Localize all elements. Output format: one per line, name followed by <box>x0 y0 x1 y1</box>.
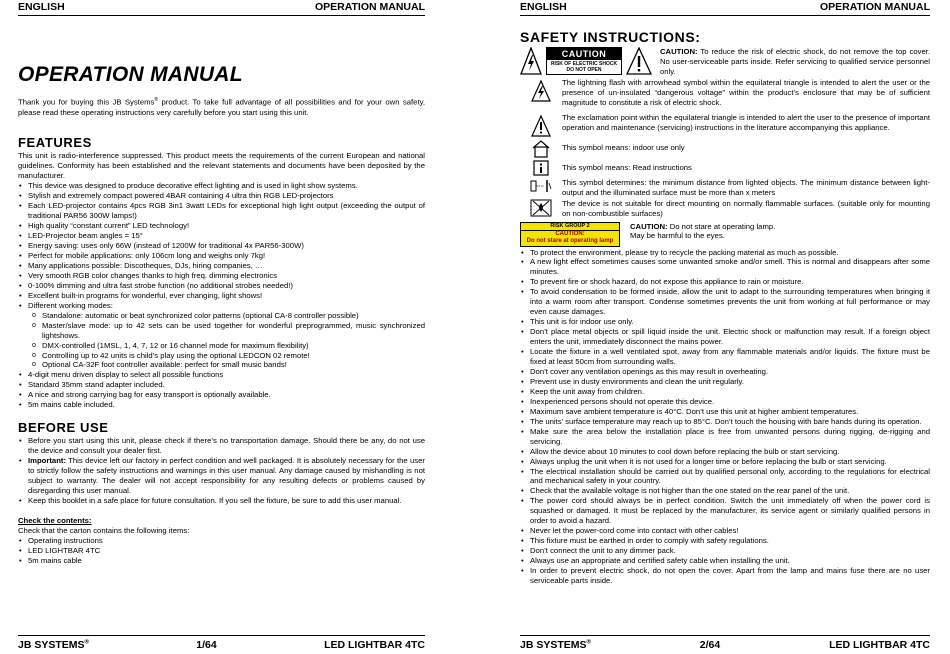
caution-label: CAUTION RISK OF ELECTRIC SHOCK DO NOT OPEN <box>546 47 622 75</box>
list-item: • Important: This device left our factory in perfect condition and well packaged. It is absolutely necessary for the user to strictly follow the safety instructions and warnings in this user manual. Any damage caused by mishandling is not subject to warranty. The dealer will not accept responsibility for any resulting defects or problems caused by disregarding this user manual. <box>18 456 425 496</box>
list-item: • To avoid condensation to be formed inside, allow the unit to adapt to the surrounding temperatures when bringing it into a warm room after transport. Condense sometimes prevents the unit from working at full performance or may even cause damages. <box>520 287 930 317</box>
list-item: • Maximum save ambient temperature is 40°C. Don’t use this unit at higher ambient temperatures. <box>520 407 930 417</box>
header-manual: OPERATION MANUAL <box>819 1 930 13</box>
symbol-row <box>520 160 930 176</box>
list-item: • Different working modes: <box>18 301 425 311</box>
risk-group-row <box>520 222 930 247</box>
footer-page-number: 2/64 <box>699 638 721 651</box>
caution-row <box>520 47 930 77</box>
list-item: • 0-100% dimming and ultra fast strobe function (no additional strobes needed!) <box>18 281 425 291</box>
list-item: • Never let the power-cord come into contact with other cables! <box>520 526 930 536</box>
list-item: • The electrical installation should be carried out by qualified personal only, according to the regulations for electrical and mechanical safety in your country. <box>520 467 930 487</box>
safety-list <box>520 248 930 586</box>
list-item: • In order to prevent electric shock, do not open the cover. Apart from the lamp and mains fuse there are no user serviceable parts inside. <box>520 566 930 586</box>
list-item: o DMX-controlled (1MSL, 1, 4, 7, 12 or 16 channel mode for maximum flexibility) <box>32 341 425 351</box>
list-item: • 5m mains cable included. <box>18 400 425 410</box>
intro-paragraph: Thank you for buying this JB Systems® product. To take full advantage of all possibilities and for your own safety, please read these operating instructions very carefully before you start using this unit. <box>18 97 425 117</box>
list-item: • The units’ surface temperature may reach up to 85°C. Don’t touch the housing with bare hands during its operation. <box>520 417 930 427</box>
lightning-triangle-icon <box>531 80 551 102</box>
risk-group-text: CAUTION: Do not stare at operating lamp. May be harmful to the eyes. <box>630 221 776 241</box>
list-item: o Master/slave mode: up to 42 sets can be used together for wonderful preprogrammed, music synchronized lightshows. <box>32 321 425 341</box>
symbol-row <box>520 140 930 158</box>
page-1 <box>18 0 425 654</box>
minimum-distance-icon <box>530 178 552 194</box>
list-item: • Many applications possible: Discotheques, DJs, hiring companies, … <box>18 261 425 271</box>
list-item: • LED LIGHTBAR 4TC <box>18 546 425 556</box>
list-item: • Make sure the area below the installation place is free from unwanted persons during rigging, de-rigging and servicing. <box>520 427 930 447</box>
features-list <box>18 181 425 310</box>
page-title: OPERATION MANUAL <box>18 63 243 86</box>
list-item: • Always use an appropriate and certified safety cable when installing the unit. <box>520 556 930 566</box>
list-item: • Perfect for mobile applications: only 106cm long and weighs only 7kg! <box>18 251 425 261</box>
list-item: • Each LED-projector contains 4pcs RGB 3in1 3watt LEDs for exceptional high light output (exceeding the output of traditional PAR56 300W lamps!) <box>18 201 425 221</box>
list-item: o Standalone: automatic or beat synchronized color patterns (optional CA-8 controller possible) <box>32 311 425 321</box>
before-use-list <box>18 436 425 506</box>
list-item: o Controlling up to 42 units is child’s play using the optional LEDCON 02 remote! <box>32 351 425 361</box>
list-item: • Standard 35mm stand adapter included. <box>18 380 425 390</box>
symbol-row <box>520 78 930 108</box>
flammable-surface-icon <box>530 199 552 217</box>
list-item: • Very smooth RGB color changes thanks to high freq. dimming electronics <box>18 271 425 281</box>
list-item: • The power cord should always be in perfect condition. Switch the unit immediately off when the power cord is squashed or damaged. It must be replaced by the manufacturer, its service agent or similarly qualified persons in order to avoid a hazard. <box>520 496 930 526</box>
symbol-row <box>520 199 930 219</box>
exclamation-triangle-icon <box>626 47 652 75</box>
indoor-house-icon <box>531 140 551 158</box>
page-2-content <box>520 29 930 586</box>
header-language: ENGLISH <box>18 1 65 13</box>
list-item: • 4-digit menu driven display to select all possible functions <box>18 370 425 380</box>
list-item: • Keep the unit away from children. <box>520 387 930 397</box>
list-item: • A nice and strong carrying bag for easy transport is optionally available. <box>18 390 425 400</box>
caution-text: CAUTION: To reduce the risk of electric shock, do not remove the top cover. No user-serviceable parts inside. Refer servicing to qualified service personnel only. <box>660 47 930 76</box>
footer-product: LED LIGHTBAR 4TC <box>324 638 425 651</box>
page-header <box>18 0 425 16</box>
list-item: • Inexperienced persons should not operate this device. <box>520 397 930 407</box>
list-item: • Always unplug the unit when it is not used for a longer time or before replacing the bulb or start servicing. <box>520 457 930 467</box>
symbol-row <box>520 113 930 137</box>
exclamation-triangle-icon <box>531 115 551 137</box>
symbol-description: This symbol determines: the minimum distance from lighted objects. The minimum distance between light-output and the illuminated surface must be more than x meters <box>562 177 930 197</box>
list-item: • Energy saving: uses only 66W (instead of 1200W for traditional 4x PAR56-300W) <box>18 241 425 251</box>
features-intro: This unit is radio-interference suppressed. This product meets the requirements of the current European and national guidelines. Conformity has been established and the relevant statements and documents have been deposited by the manufacturer. <box>18 151 425 181</box>
list-item: • Locate the fixture in a well ventilated spot, away from any flammable materials and/or liquids. The fixture must be fixed at least 50cm from surrounding walls. <box>520 347 930 367</box>
footer-brand: JB SYSTEMS® <box>18 638 89 651</box>
footer-brand: JB SYSTEMS® <box>520 638 591 651</box>
list-item: • Stylish and extremely compact powered 4BAR containing 4 ultra thin RGB LED-projectors <box>18 191 425 201</box>
list-item: • LED-Projector beam angles = 15° <box>18 231 425 241</box>
list-item: • To prevent fire or shock hazard, do not expose this appliance to rain or moisture. <box>520 277 930 287</box>
list-item: o Optional CA-32F foot controller available: perfect for small music bands! <box>32 360 425 370</box>
list-item: • Excellent built-in programs for wonderful, ever changing, light shows! <box>18 291 425 301</box>
list-item: • This device was designed to produce decorative effect lighting and is used in light show systems. <box>18 181 425 191</box>
page-2 <box>520 0 930 654</box>
list-item: • Prevent use in dusty environments and clean the unit regularly. <box>520 377 930 387</box>
lightning-triangle-icon <box>520 47 542 75</box>
list-item: • This unit is for indoor use only. <box>520 317 930 327</box>
header-language: ENGLISH <box>520 1 567 13</box>
list-item: • Keep this booklet in a safe place for future consultation. If you sell the fixture, be sure to add this user manual. <box>18 496 425 506</box>
modes-list <box>18 311 425 371</box>
list-item: • Operating instructions <box>18 536 425 546</box>
symbol-description: The lightning flash with arrowhead symbol within the equilateral triangle is intended to alert the user or the presence of un-insulated “dangerous voltage” within the product’s enclosure that may be of sufficient magnitude to constitute a risk of electric shock. <box>562 77 930 107</box>
list-item: • 5m mains cable <box>18 556 425 566</box>
list-item: • To protect the environment, please try to recycle the packing material as much as possible. <box>520 248 930 258</box>
before-use-heading: BEFORE USE <box>18 420 109 436</box>
caution-graphic <box>520 47 652 75</box>
list-item: • High quality “constant current” LED technology! <box>18 221 425 231</box>
list-item: • A new light effect sometimes causes some unwanted smoke and/or smell. This is normal and disappears after some minutes. <box>520 257 930 277</box>
check-contents-intro: Check that the carton contains the following items: <box>18 525 190 535</box>
page-footer <box>520 635 930 653</box>
list-item: • Don’t cover any ventilation openings as this may result in overheating. <box>520 367 930 377</box>
list-item: • This fixture must be earthed in order to comply with safety regulations. <box>520 536 930 546</box>
features-list-continued <box>18 370 425 410</box>
symbol-row <box>520 178 930 198</box>
symbol-description: This symbol means: indoor use only <box>562 142 685 152</box>
features-heading: FEATURES <box>18 135 92 151</box>
risk-group-label: RISK GROUP 2 CAUTION: Do not stare at operating lamp <box>520 222 620 247</box>
list-item: • Before you start using this unit, please check if there’s no transportation damage. Should there be any, do not use the device and consult your dealer first. <box>18 436 425 456</box>
read-instructions-icon <box>532 160 550 176</box>
symbol-description: This symbol means: Read instructions <box>562 162 692 172</box>
header-manual: OPERATION MANUAL <box>314 1 425 13</box>
list-item: • Check that the available voltage is not higher than the one stated on the rear panel of the unit. <box>520 486 930 496</box>
symbol-description: The device is not suitable for direct mounting on normally flammable surfaces. (suitable only for mounting on non-combustible surfaces) <box>562 198 930 218</box>
check-contents-heading: Check the contents: <box>18 515 92 525</box>
footer-product: LED LIGHTBAR 4TC <box>829 638 930 651</box>
footer-page-number: 1/64 <box>196 638 217 651</box>
page-footer <box>18 635 425 653</box>
page-header <box>520 0 930 16</box>
symbol-description: The exclamation point within the equilateral triangle is intended to alert the user to the presence of important operation and maintenance (servicing) instructions in the literature accompanying this appliance. <box>562 112 930 132</box>
safety-heading: SAFETY INSTRUCTIONS: <box>520 29 701 45</box>
list-item: • Allow the device about 10 minutes to cool down before replacing the bulb or start servicing. <box>520 447 930 457</box>
check-contents-list <box>18 536 425 566</box>
list-item: • Don’t place metal objects or spill liquid inside the unit. Electric shock or malfunction may result. If a foreign object enters the unit, immediately disconnect the mains power. <box>520 327 930 347</box>
page-1-content <box>18 60 425 566</box>
list-item: • Don’t connect the unit to any dimmer pack. <box>520 546 930 556</box>
